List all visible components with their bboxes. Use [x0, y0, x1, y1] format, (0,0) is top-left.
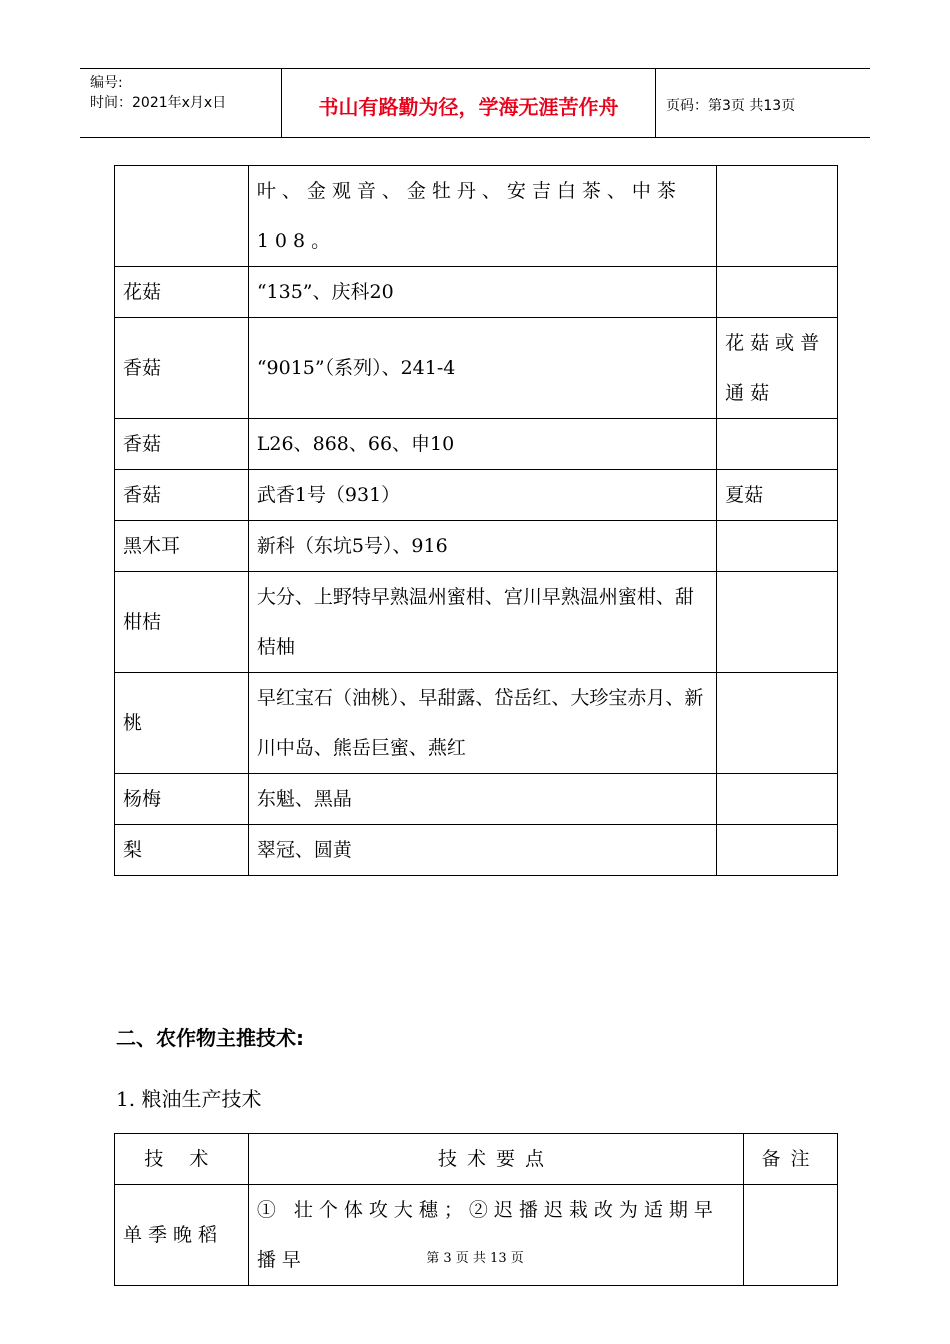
technique-name-cell: 单季晚稻	[115, 1185, 249, 1286]
section-heading: 二、农作物主推技术:	[116, 1026, 304, 1050]
subsection-heading: 1. 粮油生产技术	[116, 1087, 262, 1111]
table-row	[115, 470, 838, 521]
variety-name-cell: 黑木耳	[115, 521, 249, 572]
variety-name-cell: 花菇	[115, 267, 249, 318]
technique-note-cell	[744, 1185, 838, 1286]
variety-list-cell: 新科（东坑5号）、916	[248, 521, 716, 572]
table-row	[115, 774, 838, 825]
table-header-row	[115, 1134, 838, 1185]
table-row	[115, 825, 838, 876]
column-header-key-points: 技术要点	[248, 1134, 743, 1185]
variety-note-cell	[717, 825, 838, 876]
variety-list-cell: 武香1号（931）	[248, 470, 716, 521]
header-motto: 书山有路勤为径，学海无涯苦作舟	[282, 69, 656, 137]
variety-list-cell: “9015”（系列）、241-4	[248, 318, 716, 419]
variety-name-cell: 香菇	[115, 470, 249, 521]
table-row	[115, 572, 838, 673]
variety-name-cell: 柑桔	[115, 572, 249, 673]
variety-name-cell: 梨	[115, 825, 249, 876]
variety-name-cell: 香菇	[115, 419, 249, 470]
variety-note-cell	[717, 521, 838, 572]
variety-name-cell: 香菇	[115, 318, 249, 419]
column-header-note: 备注	[744, 1134, 838, 1185]
table-row	[115, 1185, 838, 1286]
variety-name-cell: 杨梅	[115, 774, 249, 825]
variety-name-cell: 桃	[115, 673, 249, 774]
variety-table	[114, 165, 838, 876]
header-page-label: 页码：第3页 共13页	[666, 98, 796, 114]
variety-note-cell: 夏菇	[717, 470, 838, 521]
table-row	[115, 318, 838, 419]
table-row	[115, 166, 838, 267]
variety-note-cell	[717, 572, 838, 673]
variety-note-cell: 花菇或普通菇	[717, 318, 838, 419]
variety-note-cell	[717, 267, 838, 318]
variety-list-cell: 翠冠、圆黄	[248, 825, 716, 876]
variety-name-cell	[115, 166, 249, 267]
column-header-technique: 技 术	[115, 1134, 249, 1185]
document-time-label: 时间：2021年x月x日	[90, 95, 227, 111]
variety-note-cell	[717, 774, 838, 825]
technique-points-cell: ① 壮个体攻大穗；②迟播迟栽改为适期早播早	[248, 1185, 743, 1286]
table-row	[115, 267, 838, 318]
variety-list-cell: 叶、金观音、金牡丹、安吉白茶、中茶108。	[248, 166, 716, 267]
variety-list-cell: 东魁、黑晶	[248, 774, 716, 825]
variety-list-cell: L26、868、66、申10	[248, 419, 716, 470]
variety-list-cell: 大分、上野特早熟温州蜜柑、宫川早熟温州蜜柑、甜桔柚	[248, 572, 716, 673]
variety-note-cell	[717, 166, 838, 267]
document-number-label: 编号:	[90, 75, 123, 91]
header-meta	[80, 69, 282, 137]
variety-note-cell	[717, 419, 838, 470]
variety-note-cell	[717, 673, 838, 774]
table-row	[115, 419, 838, 470]
table-row	[115, 673, 838, 774]
page-header	[80, 68, 870, 138]
variety-list-cell: “135”、庆科20	[248, 267, 716, 318]
table-row	[115, 521, 838, 572]
page-footer: 第 3 页 共 13 页	[426, 1251, 524, 1266]
variety-list-cell: 早红宝石（油桃）、早甜露、岱岳红、大珍宝赤月、新川中岛、熊岳巨蜜、燕红	[248, 673, 716, 774]
